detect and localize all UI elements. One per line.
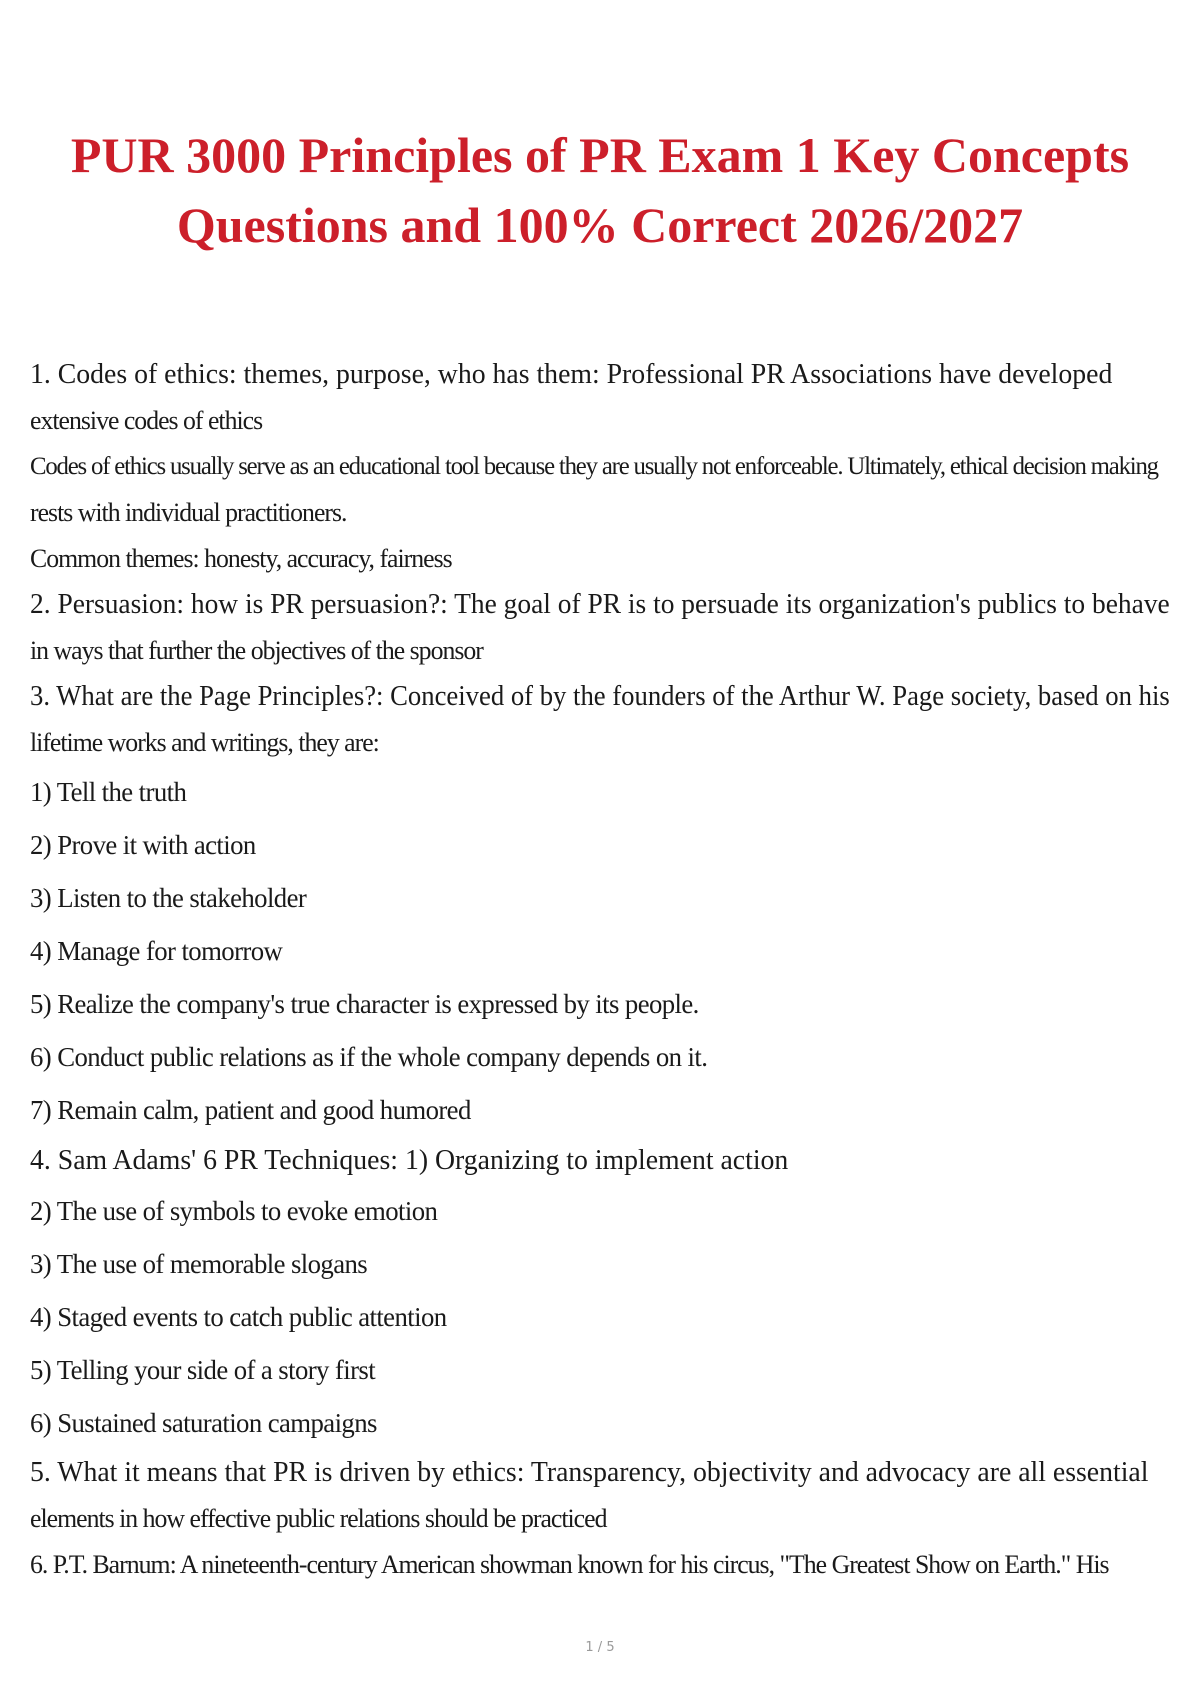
body-line: extensive codes of ethics [30, 406, 263, 435]
list-item: 3) Listen to the stakeholder [30, 883, 307, 913]
list-item: 5) Telling your side of a story first [30, 1355, 376, 1385]
body-line: Codes of ethics usually serve as an educational tool because they are usually not enforceable. Ultimately, ethical decision making [30, 453, 1158, 480]
body-line: elements in how effective public relations should be practiced [30, 1504, 607, 1533]
body-line: 2. Persuasion: how is PR persuasion?: The goal of PR is to persuade its organization's publics to behave [30, 589, 1170, 620]
title-line-2: Questions and 100% Correct 2026/2027 [176, 197, 1024, 253]
document-title [60, 120, 1140, 260]
list-item: 4) Staged events to catch public attention [30, 1302, 447, 1332]
document-body [30, 352, 1180, 1588]
body-line: 4. Sam Adams' 6 PR Techniques: 1) Organizing to implement action [30, 1145, 789, 1176]
list-item: 2) Prove it with action [30, 830, 256, 860]
list-item: 7) Remain calm, patient and good humored [30, 1095, 471, 1125]
title-line-1: PUR 3000 Principles of PR Exam 1 Key Concepts [70, 127, 1130, 183]
body-line: 6. P.T. Barnum: A nineteenth-century American showman known for his circus, "The Greatest Show on Earth." His [30, 1550, 1109, 1579]
list-item: 6) Sustained saturation campaigns [30, 1408, 377, 1438]
body-line: 5. What it means that PR is driven by ethics: Transparency, objectivity and advocacy are all essential [30, 1457, 1149, 1488]
list-item: 5) Realize the company's true character is expressed by its people. [30, 989, 699, 1019]
list-item: 3) The use of memorable slogans [30, 1249, 368, 1279]
body-line: 3. What are the Page Principles?: Conceived of by the founders of the Arthur W. Page society, based on his [30, 681, 1170, 712]
list-item: 4) Manage for tomorrow [30, 936, 283, 966]
body-line: in ways that further the objectives of the sponsor [30, 636, 483, 665]
body-line: 1. Codes of ethics: themes, purpose, who has them: Professional PR Associations have developed [30, 359, 1113, 390]
list-item: 6) Conduct public relations as if the whole company depends on it. [30, 1042, 708, 1072]
body-line: rests with individual practitioners. [30, 498, 347, 527]
page-number: 1 / 5 [585, 1640, 615, 1655]
list-item: 2) The use of symbols to evoke emotion [30, 1196, 438, 1226]
body-line: Common themes: honesty, accuracy, fairness [30, 544, 452, 573]
body-line: lifetime works and writings, they are: [30, 728, 379, 757]
list-item: 1) Tell the truth [30, 777, 187, 807]
